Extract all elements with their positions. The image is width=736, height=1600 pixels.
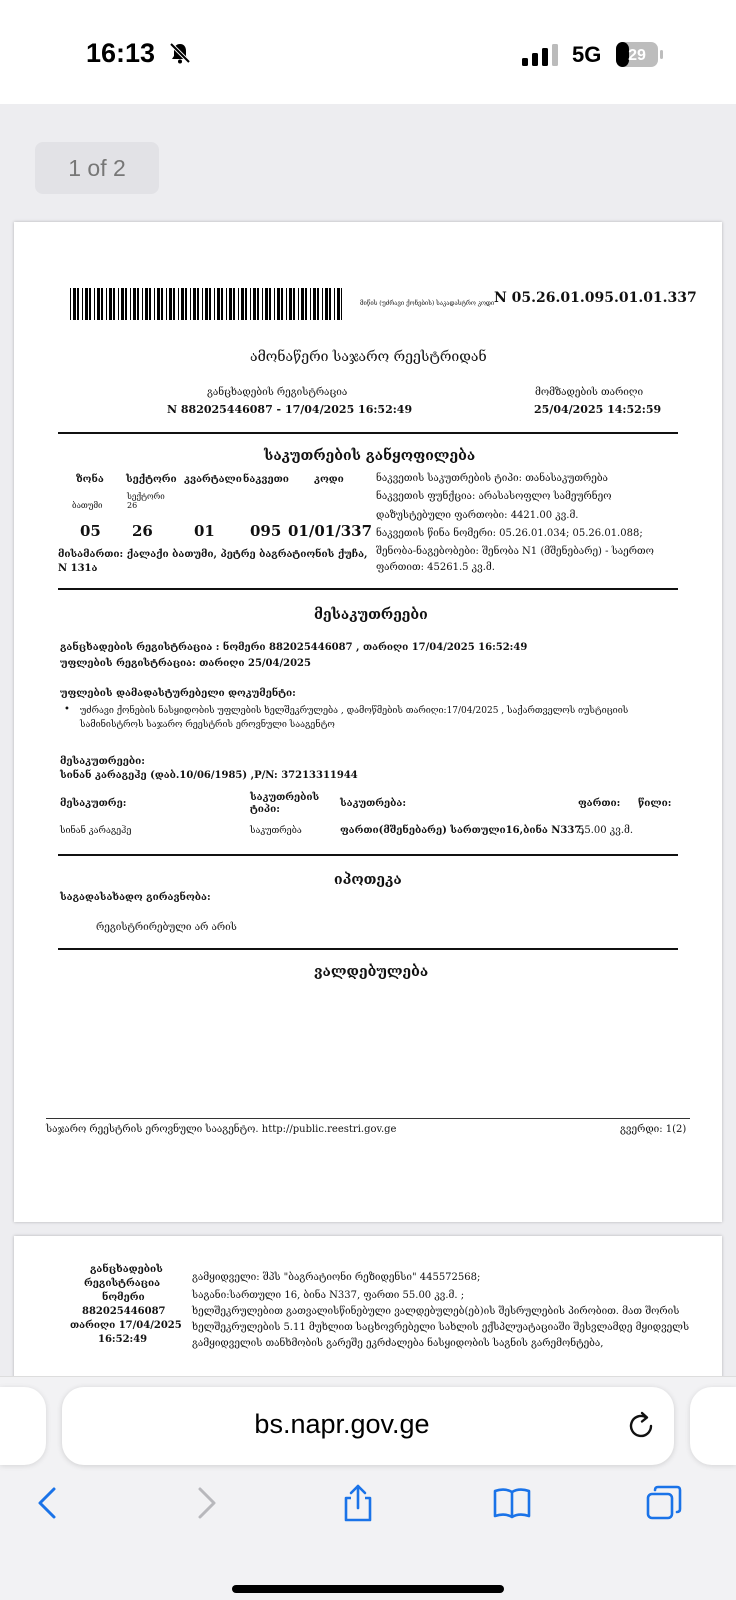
registration-label: განცხადების რეგისტრაცია	[207, 387, 348, 398]
previous-tab-pill[interactable]	[0, 1387, 46, 1465]
value-zone: 05	[80, 522, 101, 540]
signal-icon	[522, 44, 558, 66]
tax-lien-label: საგადასახადო გირავნობა:	[60, 892, 211, 903]
zone-name: ბათუმი	[72, 501, 103, 510]
sector-name: სექტორი 26	[127, 492, 165, 510]
document-page-1[interactable]	[14, 222, 722, 1222]
divider	[58, 588, 678, 590]
header-ownership-type: საკუთრების ტიპი:	[250, 792, 320, 815]
bookmarks-icon[interactable]	[492, 1483, 532, 1523]
detail-line: შენობა-ნაგებობები: შენობა N1 (მშენებარე) - საერთო	[376, 546, 654, 557]
cell-area: 55.00 კვ.მ.	[578, 825, 634, 836]
detail-line: საგანი:სართული 16, ბინა N337, ფართი 55.00 კვ.მ. ;	[192, 1290, 465, 1301]
status-bar	[0, 0, 736, 104]
registration-line: 882025446087	[82, 1306, 166, 1317]
detail-line: ნაკვეთის წინა ნომერი: 05.26.01.034; 05.26.01.088;	[376, 528, 643, 539]
page-indicator: 1 of 2	[35, 142, 159, 194]
detail-line: გამყიდველის თანხმობის გარეშე ეკრძალება ნასყიდობის საგნის გარემონტება,	[192, 1338, 604, 1349]
header-property: საკუთრება:	[340, 798, 407, 809]
column-zone: ზონა	[76, 474, 104, 485]
tax-lien-value: რეგისტრირებული არ არის	[96, 922, 237, 933]
detail-line: ნაკვეთის ფუნქცია: არასასოფლო სამეურნეო	[376, 491, 612, 502]
prepared-label: მომზადების თარიღი	[535, 387, 644, 398]
column-sector: სექტორი	[126, 474, 177, 485]
battery-icon	[616, 42, 664, 67]
column-quarter: კვარტალი	[184, 474, 242, 485]
prepared-value: 25/04/2025 14:52:59	[534, 403, 662, 416]
divider	[58, 948, 678, 950]
column-plot: ნაკვეთი	[243, 474, 289, 485]
forward-icon[interactable]	[186, 1483, 226, 1523]
document-label: უფლების დამადასტურებელი დოკუმენტი:	[60, 688, 296, 699]
owners-registration-line: განცხადების რეგისტრაცია : ნომერი 882025446087 , თარიღი 17/04/2025 16:52:49	[60, 642, 528, 653]
detail-line: დაზუსტებული ფართობი: 4421.00 კვ.მ.	[376, 510, 579, 521]
property-section-title: საკუთრების განყოფილება	[264, 448, 476, 464]
footer-page-number: გვერდი: 1(2)	[620, 1124, 687, 1135]
registration-line: განცხადების	[90, 1264, 163, 1275]
owners-section-title: მესაკუთრეები	[314, 607, 428, 623]
footer-divider	[46, 1118, 690, 1119]
value-sector: 26	[132, 522, 153, 540]
document-title: ამონაწერი საჯარო რეესტრიდან	[250, 349, 487, 365]
registration-line: რეგისტრაცია	[84, 1278, 161, 1289]
battery-level: 29	[628, 47, 646, 64]
back-icon[interactable]	[28, 1483, 68, 1523]
value-plot: 095	[250, 522, 282, 540]
status-time: 16:13	[86, 38, 156, 68]
bell-muted-icon	[168, 41, 192, 65]
value-code: 01/01/337	[288, 522, 373, 540]
cadastral-code-caption: მიწის (უძრავი ქონების) საკადასტრო კოდი	[360, 300, 495, 307]
registration-line: თარიღი 17/04/2025	[70, 1320, 182, 1331]
document-item: სამინისტროს საჯარო რეესტრის ეროვნული სააგენტო	[80, 720, 335, 730]
detail-line: ფართით: 45261.5 კვ.მ.	[376, 562, 495, 573]
registration-line: ნომერი	[102, 1292, 145, 1303]
footer-agency: საჯარო რეესტრის ეროვნული სააგენტო. http://public.reestri.gov.ge	[46, 1124, 397, 1135]
divider	[58, 854, 678, 856]
cell-owner: სინან კარაგეჰე	[60, 826, 132, 836]
detail-line: ხელშეკრულების 5.11 მუხლით საცხოვრებელი სახლის ექსპლუატაციაში შესვლამდე მყიდველს	[192, 1322, 690, 1333]
barcode-image	[70, 288, 342, 320]
cell-property: ფართი(მშენებარე) სართული16,ბინა N337,	[340, 825, 585, 836]
header-area: ფართი:	[578, 798, 621, 809]
detail-line: გამყიდველი: შპს "ბაგრატიონი რეზიდენსი" 445572568;	[192, 1272, 481, 1283]
right-registration-line: უფლების რეგისტრაცია: თარიღი 25/04/2025	[60, 658, 311, 669]
home-indicator	[232, 1585, 504, 1593]
column-code: კოდი	[314, 474, 344, 485]
debts-section-title: ვალდებულება	[314, 964, 429, 980]
network-type: 5G	[572, 42, 602, 67]
header-share: წილი:	[638, 798, 672, 809]
mortgage-section-title: იპოთეკა	[334, 872, 402, 888]
share-icon[interactable]	[338, 1483, 378, 1523]
detail-line: ხელშეკრულებით გათვალისწინებული ვალდებულებ(ებ)ის შესრულების პირობით. მათ შორის	[192, 1306, 680, 1317]
reload-icon[interactable]	[624, 1409, 658, 1443]
document-item: უძრავი ქონების ნასყიდობის უფლების ხელშეკრულება , დამოწმების თარიღი:17/04/2025 , საქართველოს იუსტიციის	[80, 706, 629, 716]
property-address: მისამართი: ქალაქი ბათუმი, პეტრე ბაგრატიონის ქუჩა, N 131ა	[58, 549, 368, 574]
cadastral-code: N 05.26.01.095.01.01.337	[494, 290, 697, 306]
tabs-icon[interactable]	[644, 1483, 684, 1523]
divider	[58, 432, 678, 434]
browser-toolbar	[0, 1376, 736, 1600]
registration-line: 16:52:49	[98, 1334, 148, 1345]
owners-label: მესაკუთრეები:	[60, 756, 145, 767]
cell-ownership-type: საკუთრება	[250, 826, 302, 836]
header-owner: მესაკუთრე:	[60, 798, 127, 809]
bullet: •	[64, 704, 70, 715]
registration-value: N 882025446087 - 17/04/2025 16:52:49	[167, 403, 413, 416]
value-quarter: 01	[194, 522, 215, 540]
address-bar[interactable]	[62, 1387, 674, 1465]
next-tab-pill[interactable]	[690, 1387, 736, 1465]
url-text[interactable]: bs.napr.gov.ge	[254, 1409, 430, 1439]
detail-line: ნაკვეთის საკუთრების ტიპი: თანასაკუთრება	[376, 473, 608, 484]
owner-line: სინან კარაგეჰე (დაბ.10/06/1985) ,P/N: 37213311944	[60, 770, 358, 781]
